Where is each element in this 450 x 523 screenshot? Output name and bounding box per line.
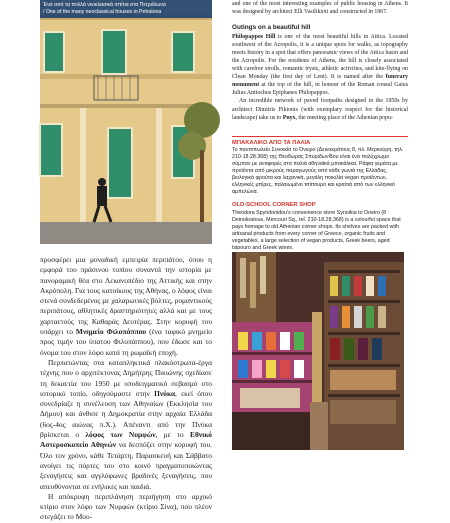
photo-caption (40, 0, 212, 18)
greek-p2-mid-1: , εκεί όπου συνεδρίαζε η συνέλευση των Αθηναίων (Εκκλησία του Δήμου) και άνθισε η Δημοκρατία στην αρχαία Ελλάδα (6ος-4ος αιώνας π.Χ.). Απέναντι από την Πνύκα βρίσκεται ο (40, 388, 213, 440)
english-p3-bold: Pnyx (282, 114, 296, 121)
house-illustration (40, 0, 212, 244)
greek-paragraph-2 (40, 358, 212, 492)
caption-greek: Ένα από τα πολλά νεοκλασικά σπίτια στα Πετράλωνα (43, 2, 166, 8)
greek-p1-text: προσφέρει μια μοναδική εμπειρία περιπάτου, όπου η εμφορά του πράσινου τοπίου συναντά την ιστορία με πανοραμική θέα στο Λεκανοπέδιο της Αττικής και στην Ακρόπολη. Για τους κατοίκους της Αθήνας, ο λόφος είναι στενά συνδεδεμένος με χαλαρωτικές βόλτες, ρομαντικούς περιπάτους, αθλητικές δραστηριότητες αλλά και με τους χαρταετούς της Καθαράς Δευτέρας. Στην κορυφή του υπάρχει το (40, 255, 212, 337)
greek-p2-bold-1: Πνύκα (154, 388, 176, 398)
english-paragraph-2 (232, 33, 408, 98)
english-p2-bold-2: funerary monument (232, 74, 408, 89)
english-article-column (232, 0, 408, 135)
english-paragraph-1: and one of the most interesting examples of public housing in Athens. It was designed by architect Elli Vasilikioti and constructed in 1967. (232, 1, 408, 16)
corner-shop-photo (232, 252, 404, 450)
neoclassical-house-photo (40, 0, 212, 244)
english-p3-text: An incredible network of paved footpaths designed in the 1950s by architect Dimitris Pikionis (with exemplary respect for the historical landscape) take us to (232, 98, 408, 121)
greek-paragraph-3: Η απόκρυφη περιπλάνηση περιήγηση στο αρχικό κτίριο στον λόφο των Νυμφών (κτίριο Σίνα), που πλέον στεγάζει το Μου- (40, 491, 212, 522)
shop-body-english: Theodora Spyridonidou's convenience store Synoikia to Oneiro (8 Deinokratous, Mercouri Sq., tel. 210-18.28.368) is a colourful space that pays homage to old Athenian corner shops. Its shelves are packed with artisanal products from every corner of Greece, organic fruits and vegetables, a large selection of vegan products, Greek beers, aged tsipouro and Greek wines. (232, 209, 401, 251)
greek-p1-outro: (ένα ταφικό μνημείο προς τιμήν του ύπατου Φιλοπάππου), που έδωσε και το όνομα του στον λόφο κατά τη ρωμαϊκή εποχή. (40, 327, 212, 357)
greek-p1-bold: Μνημείο Φιλοπάππου (75, 327, 147, 337)
english-p3-end: , the meeting place of the Athenian popu- (295, 114, 393, 121)
english-p2-end: at the top of the hill, in honour of the Roman consul Gaius Julius Antiochus Epiphanes Philopappos. (232, 82, 408, 97)
greek-p2-bold-2: λόφος των Νυμφών (85, 430, 156, 440)
shop-illustration (232, 252, 404, 450)
english-paragraph-3 (232, 97, 408, 121)
english-p2-bold: Philopappos Hill (232, 33, 276, 40)
english-p2-text: is one of the most beautiful hills in Attica. Located southwest of the Acropolis, it is a unique spots for walks, as topography meets history in a spot that offers panoramic views of the Attica basin and the Acropolis. For the residents of Athens, the hill is closely associated with carefree strolls, romantic trysts, athletic activities, and kite-flying on Clean Monday (the first day of Lent). It is named after the (232, 33, 408, 81)
caption-english: / One of the many neoclassical houses in Petralona (43, 8, 162, 15)
greek-p2-mid-2: , με το (155, 430, 191, 440)
greek-p2-text: Περπατώντας στα καταπληκτικά πλακόστρωτα-έργα τέχνης που ο αρχιτέκτονας Δημήτρης Πικιώνης σχεδίασε τη δεκαετία του 1950 με υποδειγματικό σεβασμό στο ιστορικό τοπίο, οδηγούμαστε στην (40, 357, 212, 398)
shop-heading-english: OLD-SCHOOL CORNER SHOP (232, 202, 316, 209)
section-heading-outings: Outings on a beautiful hill (232, 24, 311, 32)
greek-p2-outro: να δεσπόζει στην κορυφή του. Όλο τον χρόνο, κάθε Τετάρτη, Παρασκευή και Σάββατο ανοίγει τις πόρτες του στο κοινό πραγματοποιώντας ξεναγήσεις και αγγλόφωνες βραδινές ξεναγήσεις, που απευθύνονται σε ενήλικες και παιδιά. (40, 440, 212, 491)
shop-body-greek: Το παντοπωλείο Συνοικία το Όνειρο (Δεινοκράτους 8, πλ. Μερκούρη, τηλ. 210-18.28.368) της Θεοδώρας Σπυριδωνίδου είναι ένα πολύχρωμο σύμπαν με αναφορές στα παλιά αθηναϊκά μπακάλικα. Ράφια γεμάτα με προϊόντα από μικρούς παραγωγούς από κάθε γωνιά της Ελλάδας, βιολογικά φρούτα και λαχανικά, μεγάλη ποικιλία vegan προϊόντων, ελληνικές μπίρες, παλαιωμένο τσίπουρο και κρασιά από των ελληνικό αμπελώνα. (232, 147, 404, 196)
greek-p2-bold-3: Εθνικό Αστεροσκοπείο Αθηνών (40, 430, 212, 450)
greek-article-column (40, 255, 213, 522)
shop-heading-greek: ΜΠΑΚΑΛΙΚΟ ΑΠΟ ΤΑ ΠΑΛΙΑ (232, 140, 311, 146)
shop-info-box (232, 136, 408, 249)
greek-paragraph-1 (40, 255, 212, 358)
